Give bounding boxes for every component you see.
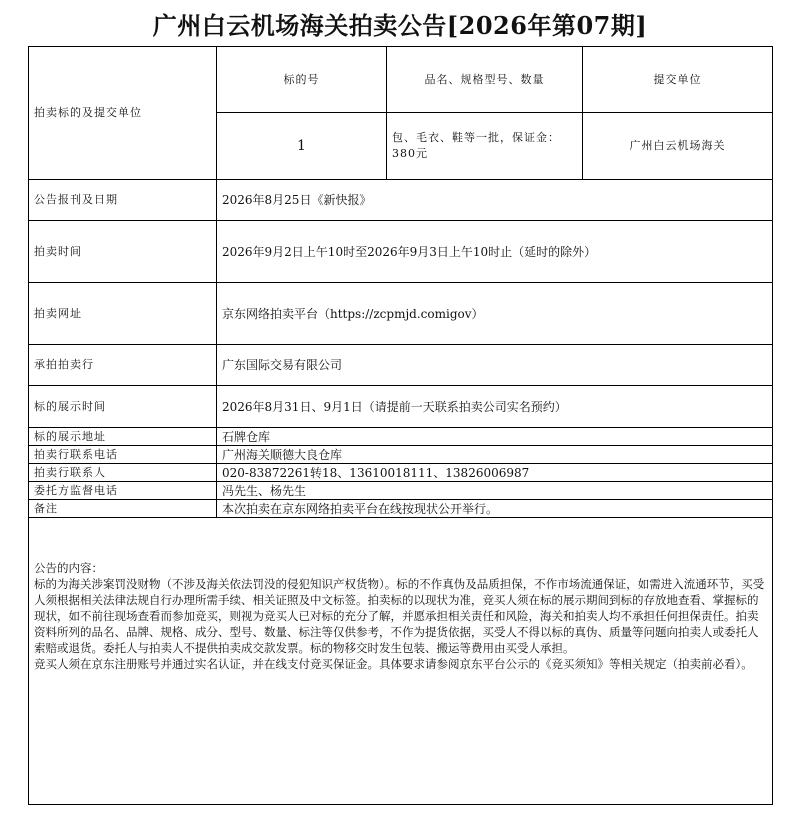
content-paragraph-bidding: 竞买人须在京东注册账号并通过实名认证，并在线支付竞买保证金。具体要求请参阅京东平台公示的《竞买须知》等相关规定（拍卖前必看）。 — [34, 657, 753, 671]
display-time-value: 2026年8月31日、9月1日（请提前一天联系拍卖公司实名预约） — [217, 386, 773, 428]
remark-label: 备注 — [29, 500, 217, 518]
supervisor-phone-label: 委托方监督电话 — [29, 482, 217, 500]
table-row — [29, 221, 773, 283]
items-header: 品名、规格型号、数量 — [387, 47, 583, 113]
remark-value: 本次拍卖在京东网络拍卖平台在线按现状公开举行。 — [217, 500, 773, 518]
display-location-value: 石牌仓库 — [217, 428, 773, 446]
table-row — [29, 482, 773, 500]
lot-section-label: 拍卖标的及提交单位 — [29, 47, 217, 180]
auctioneer-phone-value: 广州海关顺德大良仓库 — [217, 446, 773, 464]
table-row — [29, 428, 773, 446]
display-location-label: 标的展示地址 — [29, 428, 217, 446]
page-title: 广州白云机场海关拍卖公告[2026年第07期] — [152, 11, 648, 40]
submitting-unit: 广州白云机场海关 — [583, 113, 773, 180]
table-row — [29, 386, 773, 428]
supervisor-phone-value: 冯先生、杨先生 — [217, 482, 773, 500]
announcement-table — [28, 46, 773, 805]
content-paragraph-terms: 标的为海关涉案罚没财物（不涉及海关依法罚没的侵犯知识产权货物）。标的不作真伪及品质担保，不作市场流通保证，如需进入流通环节，买受人须根据相关法律法规自行办理所需手续、相关证照及中文标签。拍卖标的以现状为准，竞买人须在标的展示期间到标的存放地查看、掌握标的现状，如不前往现场查看而参加竞买，则视为竞买人已对标的充分了解，并愿承担相关责任和风险，海关和拍卖人均不承担任何担保责任。拍卖资料所列的品名、品牌、规格、成分、型号、数量、标注等仅供参考，不作为提货依据，买受人不得以标的真伪、质量等问题向拍卖人或委托人索赔或退货。委托人与拍卖人不提供拍卖成交款发票。标的物移交时发生包装、搬运等费用由买受人承担。 — [34, 577, 765, 655]
auctioneer-contact-value: 020-83872261转18、13610018111、13826006987 — [217, 464, 773, 482]
publication-value: 2026年8月25日《新快报》 — [217, 180, 773, 221]
auction-time-value: 2026年9月2日上午10时至2026年9月3日上午10时止（延时的除外） — [217, 221, 773, 283]
announcement-content — [29, 518, 773, 805]
display-time-label: 标的展示时间 — [29, 386, 217, 428]
submitting-unit-header: 提交单位 — [583, 47, 773, 113]
lot-number: 1 — [217, 113, 387, 180]
table-row — [29, 464, 773, 482]
content-row — [29, 518, 773, 805]
website-label: 拍卖网址 — [29, 283, 217, 345]
lot-items: 包、毛衣、鞋等一批，保证金：380元 — [387, 113, 583, 180]
auctioneer-label: 承拍拍卖行 — [29, 345, 217, 386]
table-row — [29, 283, 773, 345]
table-row — [29, 180, 773, 221]
table-row — [29, 345, 773, 386]
auction-time-label: 拍卖时间 — [29, 221, 217, 283]
table-row — [29, 446, 773, 464]
content-heading: 公告的内容： — [34, 561, 103, 575]
auctioneer-phone-label: 拍卖行联系电话 — [29, 446, 217, 464]
website-value: 京东网络拍卖平台（https://zcpmjd.comigov） — [217, 283, 773, 345]
auctioneer-value: 广东国际交易有限公司 — [217, 345, 773, 386]
publication-label: 公告报刊及日期 — [29, 180, 217, 221]
auctioneer-contact-label: 拍卖行联系人 — [29, 464, 217, 482]
lot-number-header: 标的号 — [217, 47, 387, 113]
table-row — [29, 500, 773, 518]
header-row — [29, 47, 773, 113]
